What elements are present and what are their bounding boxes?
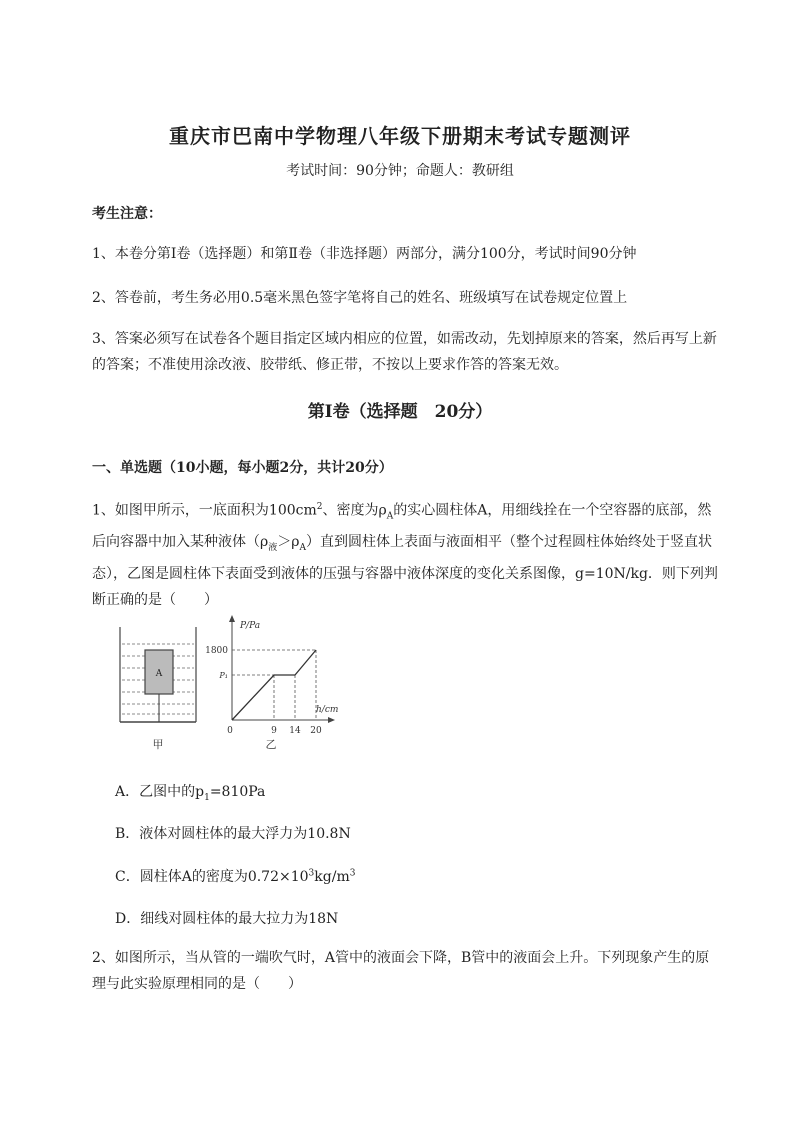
- option-b[interactable]: B．液体对圆柱体的最大浮力为10.8N: [115, 826, 351, 842]
- figure-yi-label: 乙: [265, 738, 277, 751]
- x-tick-20: 20: [310, 726, 322, 736]
- y-axis-label: P/Pa: [240, 621, 261, 631]
- question-1-text: 1、如图甲所示，一底面积为$100cm^2$、密度为$\rho_A$的实心圆柱体A，用细线拴在一个空容器的底部，然后向容器中加入某种液体$(\rho_液>\rho_A)$直到圆柱体上表面与液面相平（整个过程圆柱体始终处于竖直状态），乙图是圆柱体下表面受到液体的压强与容器中液体深度的变化关系图像，g=10N/kg．则下列判断正确的是（ ）: [92, 502, 718, 609]
- cylinder-label: A: [155, 669, 163, 679]
- part-heading: 一、单选题（10小题，每小题2分，共计20分）: [92, 460, 393, 476]
- x-tick-14: 14: [289, 726, 301, 736]
- question-2-text: 2、如图所示，当从管的一端吹气时，A管中的液面会下降，B管中的液面会上升。下列现象产生的原理与此实验原理相同的是（ ）: [92, 950, 710, 992]
- page-title: 重庆市巴南中学物理八年级下册期末考试专题测评: [169, 124, 631, 148]
- option-d[interactable]: D．细线对圆柱体的最大拉力为18N: [115, 911, 339, 927]
- exam-info: 考试时间：90分钟；命题人：教研组: [286, 163, 514, 179]
- notice-heading: 考生注意：: [92, 206, 162, 222]
- option-a[interactable]: A．乙图中的$p_1=810Pa$: [115, 784, 266, 803]
- x-tick-9: 9: [271, 726, 277, 736]
- x-tick-0: 0: [227, 726, 233, 736]
- question-1-figure: [110, 612, 360, 757]
- y-tick-p1: P₁: [219, 671, 228, 680]
- y-tick-1800: 1800: [205, 646, 228, 656]
- option-c[interactable]: C．圆柱体A的密度为$0.72\times 10^3kg/m^3$: [115, 868, 356, 885]
- figure-jia-label: 甲: [152, 738, 164, 751]
- x-axis-label: h/cm: [316, 705, 339, 715]
- container-diagram: [120, 627, 196, 751]
- pressure-graph: [205, 615, 338, 751]
- section-title: 第I卷（选择题 20分）: [307, 402, 493, 422]
- notice-item-2: 2、答卷前，考生务必用0.5毫米黑色签字笔将自己的姓名、班级填写在试卷规定位置上: [92, 290, 628, 306]
- notice-item-3: 3、答案必须写在试卷各个题目指定区域内相应的位置，如需改动，先划掉原来的答案，然后再写上新的答案；不准使用涂改液、胶带纸、修正带，不按以上要求作答的答案无效。: [92, 331, 717, 373]
- notice-item-1: 1、本卷分第I卷（选择题）和第Ⅱ卷（非选择题）两部分，满分100分，考试时间90分钟: [92, 246, 637, 262]
